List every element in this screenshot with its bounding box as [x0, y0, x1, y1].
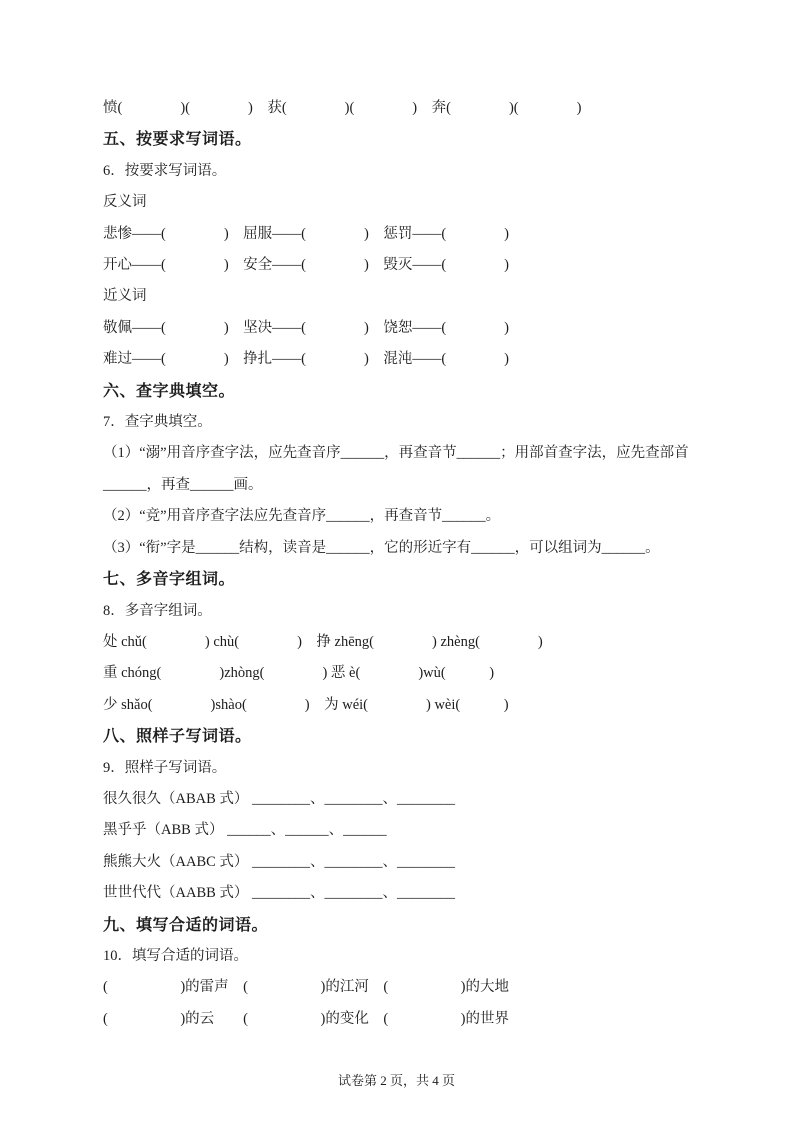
word-group-continuation-line: 愤( )( ) 获( )( ) 奔( )( ): [103, 100, 582, 116]
pattern-row-aabc: 熊熊大火（AABC 式） ________、________、________: [103, 853, 456, 870]
section-eight-word-patterns: [103, 721, 691, 909]
phrase-row-2: ( )的云 ( )的变化 ( )的世界: [103, 1010, 509, 1027]
pattern-row-aabb: 世世代代（AABB 式） ________、________、________: [103, 885, 456, 902]
synonym-row-1: 敬佩——( ) 坚决——( ) 饶恕——( ): [103, 319, 509, 336]
antonym-row-2: 开心——( ) 安全——( ) 毁灭——( ): [103, 257, 509, 274]
section-five-write-words: [103, 124, 691, 375]
question-9-stem: 9．照样子写词语。: [103, 759, 227, 776]
section-eight-heading: 八、照样子写词语。: [103, 728, 252, 746]
polyphone-row-3: 少 shǎo( )shào( ) 为 wéi( ) wèi( ): [103, 696, 509, 713]
antonyms-label: 反义词: [103, 194, 147, 211]
question-7-part-1: （1）“溺”用音序查字法，应先查音序______，再查音节______；用部首查字法，应先查部首______，再查______画。: [103, 445, 689, 493]
question-7-stem: 7．查字典填空。: [103, 414, 212, 431]
exam-content: [103, 93, 691, 1035]
section-five-heading: 五、按要求写词语。: [103, 131, 252, 149]
antonym-row-1: 悲惨——( ) 屈服——( ) 惩罚——( ): [103, 225, 509, 242]
question-7-part-2: （2）“竞”用音序查字法应先查音序______，再查音节______。: [103, 508, 501, 525]
question-10-stem: 10．填写合适的词语。: [103, 947, 248, 964]
polyphone-row-1: 处 chǔ( ) chù( ) 挣 zhēng( ) zhèng( ): [103, 633, 543, 650]
synonyms-label: 近义词: [103, 288, 147, 305]
question-6-stem: 6．按要求写词语。: [103, 162, 227, 179]
page-footer: 试卷第 2 页，共 4 页: [337, 1073, 455, 1088]
section-six-heading: 六、查字典填空。: [103, 382, 236, 400]
section-six-dictionary: [103, 376, 691, 564]
pattern-row-abb: 黑乎乎（ABB 式） ______、______、______: [103, 822, 387, 839]
section-nine-heading: 九、填写合适的词语。: [103, 916, 269, 934]
polyphone-row-2: 重 chóng( )zhòng( ) 恶 è( )wù( ): [103, 665, 495, 682]
synonym-row-2: 难过——( ) 挣扎——( ) 混沌——( ): [103, 351, 509, 368]
question-7-part-3: （3）“衔”字是______结构，读音是______，它的形近字有______，可以组词为______。: [103, 539, 660, 556]
section-seven-heading: 七、多音字组词。: [103, 571, 236, 589]
question-8-stem: 8．多音字组词。: [103, 602, 212, 619]
section-nine-fill-words: [103, 910, 691, 1036]
section-seven-polyphones: [103, 564, 691, 721]
pattern-row-abab: 很久很久（ABAB 式） ________、________、________: [103, 790, 456, 807]
phrase-row-1: ( )的雷声 ( )的江河 ( )的大地: [103, 979, 509, 996]
